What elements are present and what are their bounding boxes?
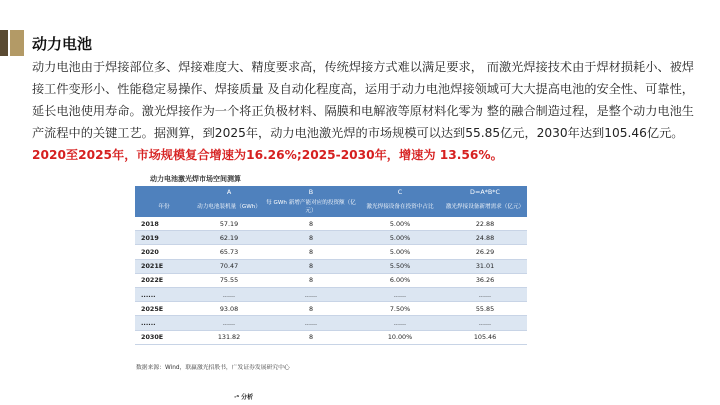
table-row [135,231,527,245]
table-row [135,287,527,301]
table-cell: 7.50% [357,302,443,316]
table-row [135,302,527,316]
table-cell: 26.29 [443,245,527,259]
footer-fragment: ·ᵃ 分析 [234,394,254,401]
accent-bar-dark [0,30,8,56]
table-cell: 36.26 [443,273,527,287]
header-letter: C [357,186,443,197]
table-cell: 8 [265,245,357,259]
accent-bar-gold [10,30,24,56]
table-cell: ...... [443,287,527,301]
table-cell: 5.00% [357,217,443,231]
table-cell: 8 [265,273,357,287]
table-row [135,316,527,330]
table-cell: 6.00% [357,273,443,287]
page-title: 动力电池 [32,35,93,53]
table-cell: 10.00% [357,330,443,344]
table-cell: ...... [193,287,265,301]
header-label-row [135,197,527,217]
table-cell: 8 [265,259,357,273]
table-cell: ...... [135,316,193,330]
table-row [135,330,527,344]
table-cell: 62.19 [193,231,265,245]
table-cell: 2019 [135,231,193,245]
table-cell: 8 [265,302,357,316]
header-letter: D=A*B*C [443,186,527,197]
table-cell: 57.19 [193,217,265,231]
body-paragraph [32,56,696,166]
table-cell: ...... [443,316,527,330]
table-cell: 22.88 [443,217,527,231]
header-label: 动力电池装机量（GWh） [193,197,265,217]
paragraph-text: 动力电池由于焊接部位多、焊接难度大、精度要求高，传统焊接方式难以满足要求， 而激光焊接技术由于焊材损耗小、被焊接工件变形小、性能稳定易操作、焊接质量 及自动化程度高，运用于动力电池焊接领域可大大提高电池的安全性、可靠性，延长电池使用寿命。激光焊接作为一个将正负极材料、隔膜和电解液等原材料化零为 整的融合制造过程，是整个动力电池生产流程中的关键工艺。据测算，到2025年，动力电池激光焊的市场规模可以达到55.85亿元，2030年达到105.46亿元。 [32,60,694,140]
header-letter: B [265,186,357,197]
header-label: 激光焊接设备新增需求（亿元） [443,197,527,217]
header-label: 年份 [135,197,193,217]
table-cell: 5.00% [357,231,443,245]
header-letter-row [135,186,527,197]
table-cell: 131.82 [193,330,265,344]
table-cell: ...... [135,287,193,301]
table-cell: 24.88 [443,231,527,245]
table-cell: ...... [265,316,357,330]
table-cell: 65.73 [193,245,265,259]
table-cell: 5.50% [357,259,443,273]
table-row [135,259,527,273]
highlight-text: 2020至2025年，市场规模复合增速为16.26%;2025-2030年，增速为 13.56%。 [32,148,503,162]
header-label: 激光焊接设备在投资中占比 [357,197,443,217]
table-cell: 2025E [135,302,193,316]
table-cell: 55.85 [443,302,527,316]
table-cell: 8 [265,330,357,344]
table-cell: 31.01 [443,259,527,273]
table-cell: 70.47 [193,259,265,273]
table-cell: ...... [265,287,357,301]
table-row [135,245,527,259]
header-label: 每 GWh 新增产能对应的投资额（亿元） [265,197,357,217]
table-cell: 93.08 [193,302,265,316]
table-cell: 2022E [135,273,193,287]
figure-source: 数据来源：Wind，联赢激光招股书，广发证券发展研究中心 [136,365,290,371]
figure-caption: 动力电池激光焊市场空间测算 [150,175,241,183]
table-cell: 2018 [135,217,193,231]
table-cell: 105.46 [443,330,527,344]
table-cell: 8 [265,231,357,245]
table-cell: 8 [265,217,357,231]
table-cell: 2020 [135,245,193,259]
header-letter [135,186,193,197]
table-cell: 2021E [135,259,193,273]
table-row [135,217,527,231]
table-cell: ...... [357,316,443,330]
header-letter: A [193,186,265,197]
table-cell: ...... [357,287,443,301]
table-cell: 5.00% [357,245,443,259]
table-row [135,273,527,287]
table-cell: ...... [193,316,265,330]
table-cell: 75.55 [193,273,265,287]
table-cell: 2030E [135,330,193,344]
market-table [135,186,527,345]
